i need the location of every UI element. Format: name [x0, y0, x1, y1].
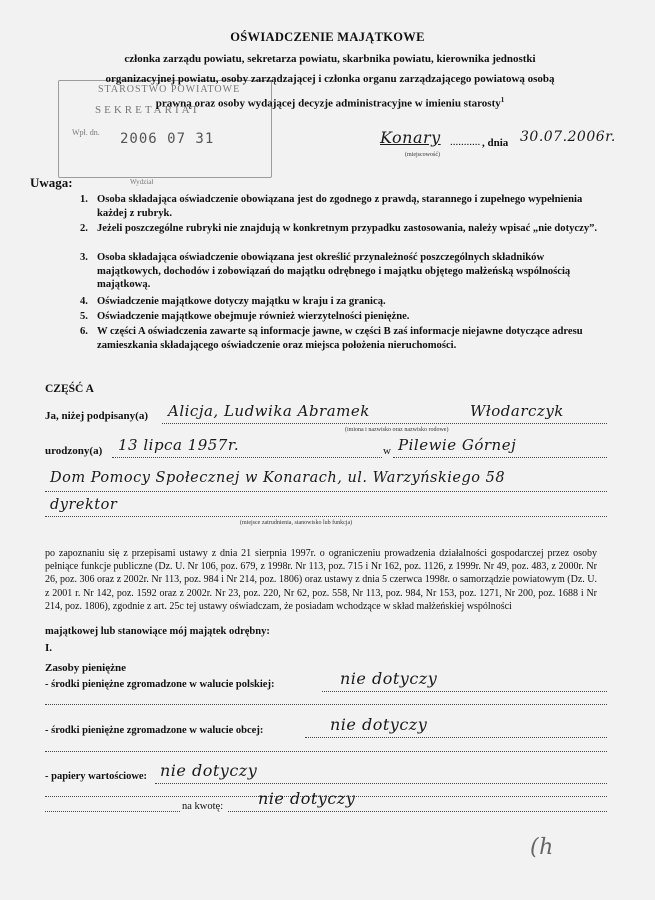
note-item-4: 4. Oświadczenie majątkowe dotyczy majątku w kraju i za granicą. [80, 296, 386, 307]
notes-heading: Uwaga: [30, 175, 73, 190]
name-label: Ja, niżej podpisany(a) [45, 410, 148, 422]
amount-lead-dots [45, 811, 180, 812]
initials: (h [530, 835, 554, 860]
foreign-value: nie dotyczy [330, 715, 428, 734]
zasoby-heading: Zasoby pieniężne [45, 662, 126, 674]
workplace-value1: Dom Pomocy Społecznej w Konarach, ul. Warzyńskiego 58 [50, 470, 506, 486]
workplace-line1 [45, 491, 607, 492]
pln-value: nie dotyczy [340, 669, 438, 688]
securities-line [155, 783, 607, 784]
pln-line [322, 691, 607, 692]
name-value-2: Włodarczyk [470, 402, 564, 420]
name-value: Alicja, Ludwika Abramek [168, 402, 370, 420]
place-dots: ........... [450, 136, 481, 148]
section-number: I. [45, 642, 53, 654]
pln-label: - środki pieniężne zgromadzone w walucie polskiej: [45, 679, 275, 690]
born-date: 13 lipca 1957r. [118, 436, 240, 454]
securities-value: nie dotyczy [160, 761, 258, 780]
stamp-signature-label: Wydział [130, 178, 154, 186]
note-item-1: 1. Osoba składająca oświadczenie obowiązana jest do zgodnego z prawdą, starannego i zupełnego wypełnienia każdej z rubryk. [80, 194, 583, 219]
pln-extra-line [45, 704, 607, 705]
document-title: OŚWIADCZENIE MAJĄTKOWE [230, 30, 425, 44]
born-place-line [393, 457, 607, 458]
stamp-line2: SEKRETARIAT [95, 104, 202, 116]
place-value: Konary [380, 128, 441, 147]
note-item-3: 3. Osoba składająca oświadczenie obowiązana jest określić przynależność poszczególnych składników majątkowych, dochodów i zobowiązań do majątku odrębnego i majątku objętego małżeńską wspólnością majątkową. [80, 252, 571, 290]
workplace-line2 [45, 516, 607, 517]
securities-label: - papiery wartościowe: [45, 771, 148, 782]
legal-text-end: majątkowej lub stanowiące mój majątek odrębny: [45, 626, 270, 637]
note-item-6: 6. W części A oświadczenia zawarte są informacje jawne, w części B zaś informacje niejawne dotyczące adresu zamieszkania składającego oświadczenie oraz miejsca położenia nieruchomości. [80, 326, 583, 351]
name-line [162, 423, 607, 424]
header-line3: prawną oraz osoby wydającej decyzje administracyjne w imieniu starosty$^1$ [155, 96, 505, 110]
header-line1: członka zarządu powiatu, sekretarza powiatu, skarbnika powiatu, kierownika jednostki [124, 53, 536, 65]
stamp-received-label: Wpł. dn. [72, 128, 100, 137]
stamp-date: 2006 07 31 [120, 131, 215, 147]
part-a-heading: CZĘŚĆ A [45, 383, 94, 395]
place-caption: (miejscowość) [405, 152, 440, 158]
born-place: Pilewie Górnej [398, 436, 517, 454]
legal-text: po zapoznaniu się z przepisami ustawy z dnia 21 sierpnia 1997r. o ograniczeniu prowadzenia działalności gospodarczej przez osoby pełniące funkcje publiczne (Dz. U. Nr 106, poz. 679, z 1998r. Nr 113, poz. 715 i Nr 162, poz. 1126, z 1999r. Nr 49, poz. 483, z 2000r. Nr 26, poz. 306 oraz z 2002r. Nr 113, poz. 984 i Nr 214, poz. 1806) oraz ustawy z dnia 5 czerwca 1998r. o samorządzie powiatowym (Dz. U. z 2001 r. Nr 142, poz. 1592 oraz z 2002r. Nr 23, poz. 220, Nr 62, poz. 558, Nr 113, poz. 984, Nr 153, poz. 1271, Nr 200, poz. 1688 i Nr 214, poz. 1806), zgodnie z art. 25c tej ustawy oświadczam, że posiadam wchodzące w skład małżeńskiej wspólności [45, 548, 597, 612]
amount-value: nie dotyczy [258, 789, 356, 808]
born-in-label: w [383, 445, 391, 457]
name-caption: (imiona i nazwisko oraz nazwisko rodowe) [345, 427, 449, 433]
foreign-line [305, 737, 607, 738]
workplace-value2: dyrektor [50, 497, 118, 513]
note-item-5: 5. Oświadczenie majątkowe obejmuje również wierzytelności pieniężne. [80, 311, 410, 322]
amount-line [228, 811, 607, 812]
note-item-2: 2. Jeżeli poszczególne rubryki nie znajdują w konkretnym przypadku zastosowania, należy wpisać „nie dotyczy”. [80, 223, 598, 234]
stamp-line1: STAROSTWO POWIATOWE [98, 84, 241, 95]
amount-label: na kwotę: [182, 801, 224, 812]
date-label: , dnia [482, 137, 509, 149]
born-label: urodzony(a) [45, 445, 103, 457]
date-value: 30.07.2006r. [520, 129, 616, 145]
foreign-extra-line [45, 751, 607, 752]
workplace-caption: (miejsce zatrudnienia, stanowisko lub funkcja) [240, 520, 353, 526]
foreign-label: - środki pieniężne zgromadzone w walucie obcej: [45, 725, 264, 736]
born-date-line [112, 457, 382, 458]
header-line2: organizacyjnej powiatu, osoby zarządzającej i członka organu zarządzającego powiatową osobą [105, 73, 555, 85]
